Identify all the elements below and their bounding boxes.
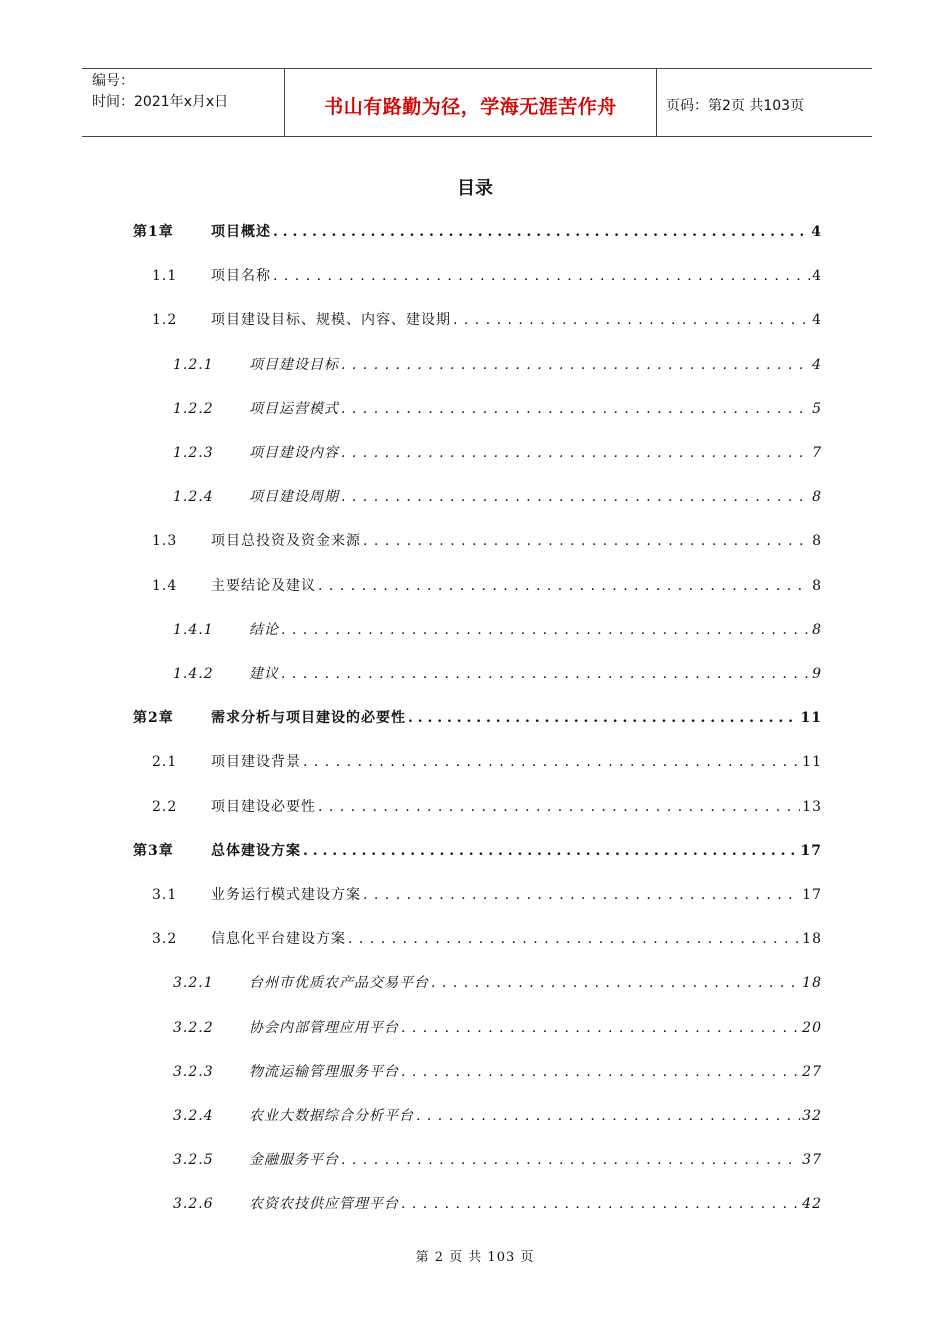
- toc-entry-title: 总体建设方案: [211, 842, 301, 859]
- toc-entry[interactable]: [152, 266, 822, 286]
- toc-leader-dots: [401, 1018, 800, 1038]
- toc-entry-number: 1.2.1: [173, 356, 214, 373]
- toc-entry[interactable]: [152, 531, 822, 551]
- toc-leader-dots: [303, 752, 800, 772]
- toc-leader-dots: [401, 1194, 800, 1214]
- toc-entry-number: 3.2.2: [173, 1019, 214, 1036]
- toc-entry-page: 18: [802, 931, 822, 948]
- toc-entry-title: 项目建设背景: [211, 754, 301, 771]
- toc-entry-number: 2.2: [152, 798, 178, 815]
- toc-leader-dots: [341, 487, 810, 507]
- toc-entry[interactable]: [173, 1194, 822, 1214]
- header-motto: 书山有路勤为径，学海无涯苦作舟: [285, 69, 657, 136]
- toc-entry-number: 2.1: [152, 754, 178, 771]
- toc-entry-number: 3.2.5: [173, 1152, 214, 1169]
- toc-entry[interactable]: [152, 885, 822, 905]
- toc-entry[interactable]: [133, 841, 822, 861]
- toc-entry[interactable]: [173, 1150, 822, 1170]
- toc-entry-page: 27: [802, 1063, 822, 1080]
- toc-entry-page: 11: [802, 754, 822, 771]
- toc-leader-dots: [341, 355, 810, 375]
- toc-entry-page: 5: [812, 400, 822, 417]
- toc-entry-title: 协会内部管理应用平台: [249, 1019, 399, 1036]
- toc-entry-page: 18: [802, 975, 822, 992]
- toc-entry-number: 1.4.1: [173, 621, 214, 638]
- code-label: 编号：: [92, 73, 134, 89]
- toc-leader-dots: [431, 973, 800, 993]
- toc-entry-page: 4: [812, 312, 822, 329]
- toc-entry-title: 金融服务平台: [249, 1152, 339, 1169]
- toc-leader-dots: [281, 664, 810, 684]
- toc-entry-page: 4: [812, 268, 822, 285]
- toc-entry-title: 项目建设内容: [249, 445, 339, 461]
- toc-entry-page: 4: [811, 224, 822, 240]
- toc-leader-dots: [341, 443, 810, 463]
- toc-entry[interactable]: [173, 1018, 822, 1038]
- page-footer: 第 2 页 共 103 页: [415, 1250, 535, 1265]
- time-label: 时间：2021年x月x日: [92, 94, 229, 110]
- toc-entry-page: 8: [812, 533, 822, 550]
- toc-leader-dots: [401, 1062, 800, 1082]
- toc-entry-number: 1.2: [152, 312, 178, 329]
- header-page-info: 页码：第2页 共103页: [666, 97, 805, 114]
- toc-entry-title: 项目概述: [211, 224, 271, 240]
- toc-entry-page: 8: [812, 489, 822, 506]
- toc-entry[interactable]: [173, 620, 822, 640]
- toc-entry-title: 项目运营模式: [249, 400, 339, 417]
- toc-entry-title: 台州市优质农产品交易平台: [249, 975, 429, 992]
- toc-entry-title: 信息化平台建设方案: [211, 931, 346, 948]
- header-meta: [82, 69, 285, 136]
- toc-entry[interactable]: [173, 973, 822, 993]
- toc-entry-number: 3.2.6: [173, 1196, 214, 1213]
- toc-leader-dots: [363, 885, 800, 905]
- toc-entry[interactable]: [173, 443, 822, 463]
- toc-entry-number: 3.2.4: [173, 1108, 214, 1124]
- toc-entry-page: 9: [812, 666, 822, 682]
- toc-entry[interactable]: [133, 708, 822, 728]
- toc-leader-dots: [348, 929, 800, 949]
- toc-entry-title: 项目名称: [211, 268, 271, 285]
- toc-entry-number: 3.1: [152, 887, 178, 903]
- toc-entry-page: 17: [800, 842, 822, 859]
- toc-entry-number: 1.2.2: [173, 400, 214, 417]
- toc-entry-page: 7: [812, 445, 822, 461]
- toc-entry[interactable]: [173, 1062, 822, 1082]
- toc-entry-title: 项目建设周期: [249, 489, 339, 506]
- toc-entry-title: 项目建设目标、规模、内容、建设期: [211, 312, 451, 329]
- toc-entry[interactable]: [173, 399, 822, 419]
- toc-leader-dots: [363, 531, 810, 551]
- toc-leader-dots: [416, 1106, 800, 1126]
- toc-entry[interactable]: [173, 355, 822, 375]
- toc-entry-title: 主要结论及建议: [211, 577, 316, 594]
- toc-entry-page: 8: [812, 621, 822, 638]
- toc-entry[interactable]: [152, 752, 822, 772]
- toc-entry-page: 17: [802, 887, 822, 903]
- toc-entry[interactable]: [152, 576, 822, 596]
- toc-entry[interactable]: [173, 487, 822, 507]
- toc-entry-page: 13: [802, 798, 822, 815]
- toc-entry-title: 建议: [249, 666, 279, 682]
- toc-entry-title: 项目总投资及资金来源: [211, 533, 361, 550]
- toc-entry-number: 第2章: [133, 710, 174, 727]
- toc-leader-dots: [273, 222, 809, 242]
- toc-entry-title: 项目建设必要性: [211, 798, 316, 815]
- toc-entry-number: 1.1: [152, 268, 178, 285]
- toc-entry-title: 业务运行模式建设方案: [211, 887, 361, 903]
- toc-entry-number: 第3章: [133, 842, 174, 859]
- toc-leader-dots: [453, 310, 810, 330]
- toc-entry-number: 1.3: [152, 533, 178, 550]
- toc-entry-page: 32: [802, 1108, 822, 1124]
- toc-entry-title: 项目建设目标: [249, 356, 339, 373]
- toc-leader-dots: [341, 399, 810, 419]
- toc-leader-dots: [281, 620, 810, 640]
- toc-entry-page: 37: [802, 1152, 822, 1169]
- toc-entry-number: 3.2.1: [173, 975, 214, 992]
- toc-entry[interactable]: [152, 797, 822, 817]
- page-header: [82, 68, 872, 137]
- toc-entry-page: 20: [802, 1019, 822, 1036]
- toc-entry-number: 1.4: [152, 577, 178, 594]
- toc-leader-dots: [273, 266, 810, 286]
- toc-entry-title: 结论: [249, 621, 279, 638]
- toc-title: 目录: [457, 178, 493, 199]
- toc-leader-dots: [318, 797, 800, 817]
- toc-entry-number: 第1章: [133, 224, 174, 240]
- toc-leader-dots: [303, 841, 799, 861]
- toc-entry-title: 农业大数据综合分析平台: [249, 1108, 414, 1124]
- toc-entry-number: 1.4.2: [173, 666, 214, 682]
- toc-entry[interactable]: [152, 929, 822, 949]
- toc-leader-dots: [408, 708, 799, 728]
- toc-entry[interactable]: [133, 222, 822, 242]
- toc-entry-number: 3.2.3: [173, 1063, 214, 1080]
- toc-entry-page: 4: [812, 356, 822, 373]
- toc-entry[interactable]: [152, 310, 822, 330]
- toc-entry-page: 42: [802, 1196, 822, 1213]
- toc-entry-title: 物流运输管理服务平台: [249, 1063, 399, 1080]
- toc-entry-number: 1.2.4: [173, 489, 214, 506]
- toc-entry-title: 需求分析与项目建设的必要性: [211, 710, 406, 727]
- toc-entry-page: 11: [800, 710, 822, 727]
- toc-entry[interactable]: [173, 664, 822, 684]
- toc-entry-title: 农资农技供应管理平台: [249, 1196, 399, 1213]
- toc-entry-number: 1.2.3: [173, 445, 214, 461]
- toc-entry[interactable]: [173, 1106, 822, 1126]
- toc-leader-dots: [318, 576, 810, 596]
- toc-leader-dots: [341, 1150, 800, 1170]
- toc-entry-number: 3.2: [152, 931, 178, 948]
- toc-entry-page: 8: [812, 577, 822, 594]
